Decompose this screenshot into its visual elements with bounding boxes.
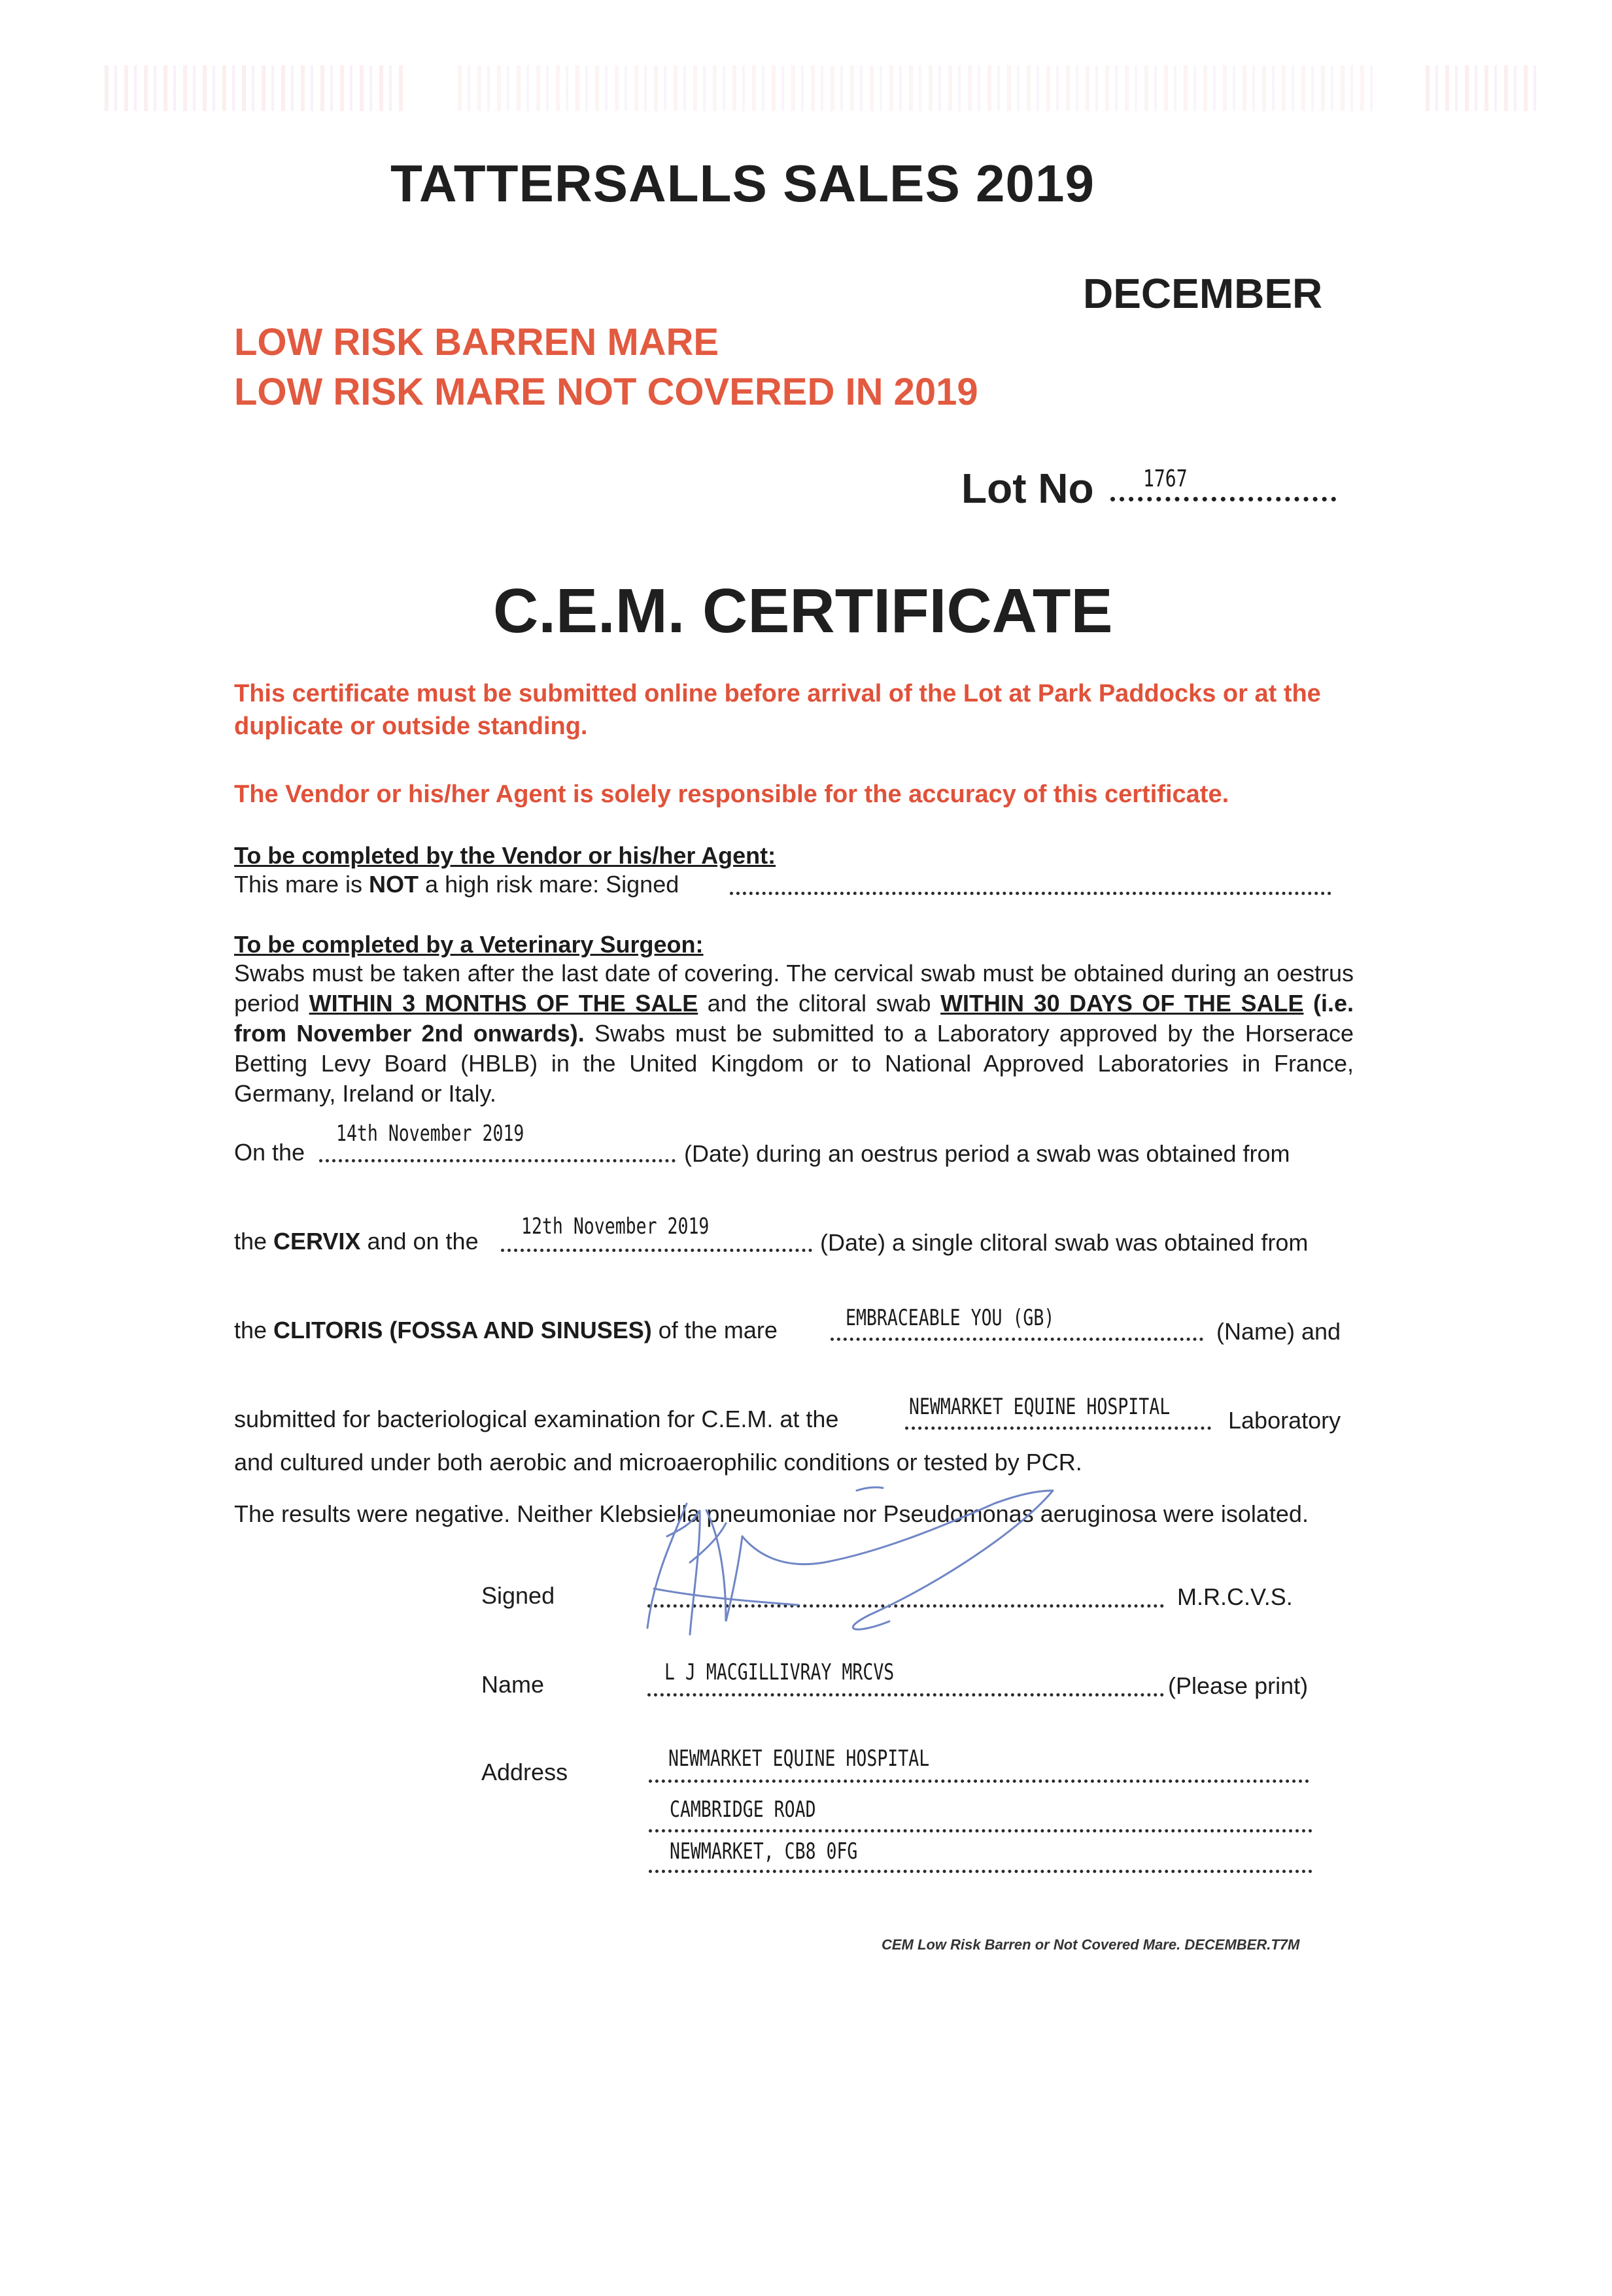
certificate-title: C.E.M. CERTIFICATE — [493, 576, 1113, 646]
clitoral-swab-date: 12th November 2019 — [521, 1213, 710, 1240]
cervix-date-line[interactable] — [319, 1159, 676, 1162]
vendor-signature-line[interactable] — [730, 892, 1331, 895]
on-the-label: On the — [234, 1139, 305, 1166]
vet-section-heading — [234, 930, 704, 960]
vet-heading-text: To be completed by a Veterinary Surgeon: — [234, 931, 704, 958]
signed-label: Signed — [481, 1582, 555, 1609]
sale-month: DECEMBER — [1083, 270, 1323, 317]
results-statement: The results were negative. Neither Klebsiella pneumoniae nor Pseudomonas aeruginosa were isolated. — [234, 1500, 1309, 1527]
page-title: TATTERSALLS SALES 2019 — [390, 154, 1095, 212]
mare-name: EMBRACEABLE YOU (GB) — [846, 1305, 1055, 1331]
scan-noise — [1426, 65, 1537, 111]
address-text-3: NEWMARKET, CB8 0FG — [670, 1838, 858, 1865]
laboratory-name: NEWMARKET EQUINE HOSPITAL — [909, 1394, 1171, 1420]
name-suffix: (Name) and — [1216, 1318, 1341, 1345]
culture-statement: and cultured under both aerobic and microaerophilic conditions or tested by PCR. — [234, 1449, 1082, 1476]
vet-signature — [628, 1464, 1072, 1661]
date-description-1: (Date) during an oestrus period a swab was obtained from — [684, 1140, 1290, 1167]
vendor-section-heading — [234, 841, 776, 871]
risk-category-2: LOW RISK MARE NOT COVERED IN 2019 — [234, 371, 978, 413]
address-line-2[interactable] — [649, 1829, 1312, 1832]
vendor-declaration: This mare is NOT a high risk mare: Signed — [234, 871, 679, 898]
vendor-responsibility-notice: The Vendor or his/her Agent is solely responsible for the accuracy of this certificate. — [234, 781, 1229, 808]
scan-noise — [458, 65, 1373, 111]
lot-number-line — [1110, 497, 1336, 501]
scan-noise — [105, 65, 405, 111]
submitted-clause: submitted for bacteriological examination for C.E.M. at the — [234, 1406, 839, 1432]
vet-instructions: Swabs must be taken after the last date of covering. The cervical swab must be obtained during an oestrus period WITHIN 3 MONTHS OF THE SALE and the clitoral swab WITHIN 30 DAYS OF THE SALE (i.e. from November 2nd onwards). Swabs must be submitted to a Laboratory approved by the Horserace Betting Levy Board (HBLB) in the United Kingdom or to National Approved Laboratories in France, Germany, Ireland or Italy. — [234, 960, 1354, 1107]
lot-label: Lot No — [961, 465, 1094, 512]
mrcvs-label: M.R.C.V.S. — [1177, 1583, 1293, 1610]
form-reference-footer: CEM Low Risk Barren or Not Covered Mare. DECEMBER.T7M — [882, 1936, 1300, 1953]
please-print-label: (Please print) — [1168, 1672, 1309, 1699]
cervix-clause: the CERVIX and on the — [234, 1228, 479, 1255]
address-line-3[interactable] — [649, 1870, 1312, 1873]
lot-number: 1767 — [1143, 465, 1188, 492]
address-line-1[interactable] — [649, 1780, 1309, 1783]
vendor-heading-text: To be completed by the Vendor or his/her Agent: — [234, 842, 776, 869]
mare-name-line[interactable] — [831, 1338, 1203, 1341]
address-text-1: NEWMARKET EQUINE HOSPITAL — [668, 1746, 930, 1772]
name-label: Name — [481, 1671, 545, 1698]
laboratory-name-line[interactable] — [905, 1427, 1211, 1430]
date-description-2: (Date) a single clitoral swab was obtained from — [820, 1229, 1309, 1256]
vet-name-line[interactable] — [647, 1693, 1164, 1697]
address-text-2: CAMBRIDGE ROAD — [670, 1797, 816, 1823]
online-submission-notice: This certificate must be submitted online before arrival of the Lot at Park Paddocks or at the duplicate or outside standing. — [234, 680, 1321, 740]
clitoris-clause: the CLITORIS (FOSSA AND SINUSES) of the mare — [234, 1317, 778, 1343]
laboratory-label: Laboratory — [1228, 1407, 1341, 1434]
vet-name: L J MACGILLIVRAY MRCVS — [664, 1659, 895, 1685]
risk-category-1: LOW RISK BARREN MARE — [234, 321, 719, 363]
clitoral-date-line[interactable] — [501, 1249, 812, 1252]
cervix-swab-date: 14th November 2019 — [336, 1121, 524, 1147]
address-label: Address — [481, 1759, 568, 1785]
